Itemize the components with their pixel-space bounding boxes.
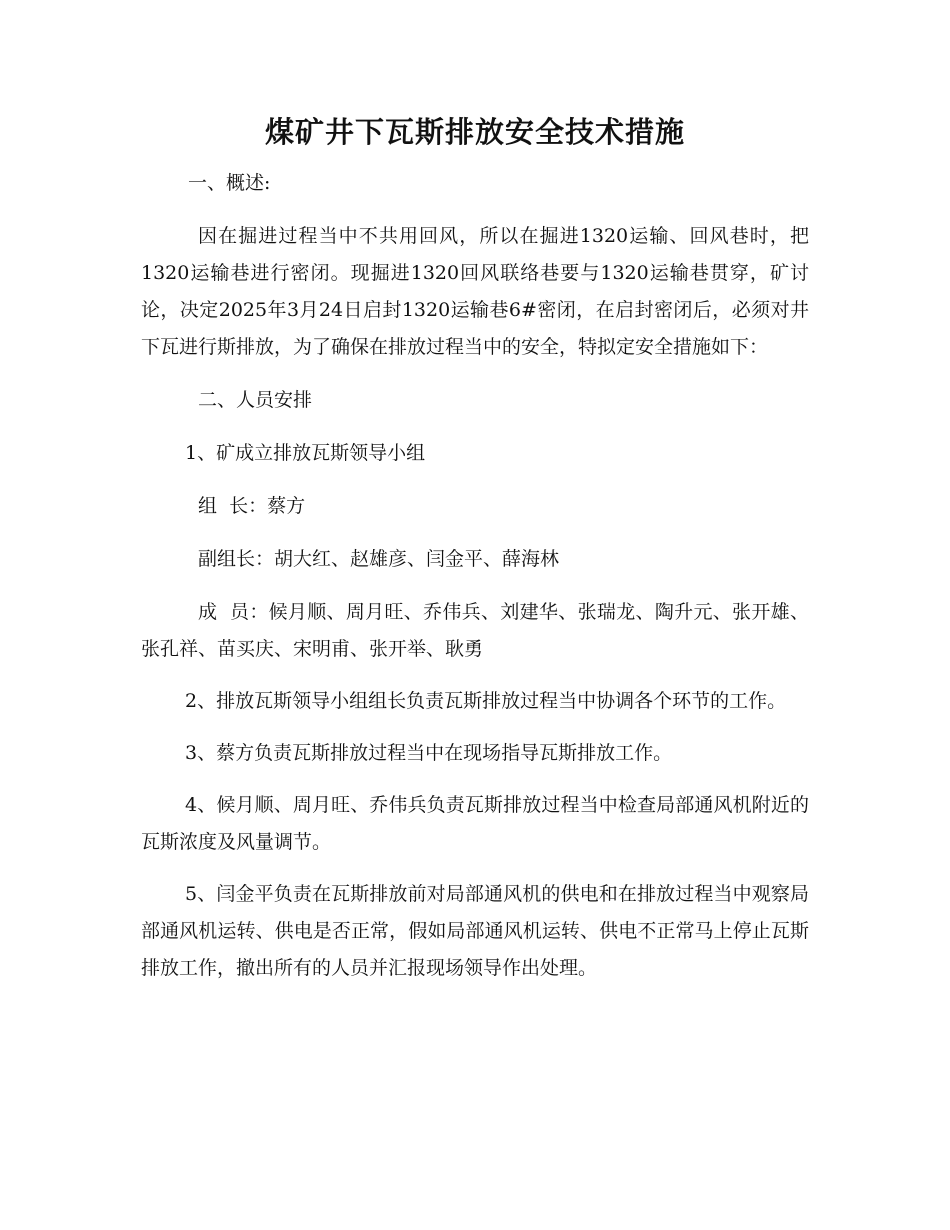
paragraph-overview: 因在掘进过程当中不共用回风，所以在掘进1320运输、回风巷时，把1320运输巷进行密闭。现掘进1320回风联络巷要与1320运输巷贯穿，矿讨论，决定2025年3月24日启封1320运输巷6#密闭，在启封密闭后，必须对井下瓦进行斯排放，为了确保在排放过程当中的安全，特拟定安全措施如下： [141,225,809,358]
list-item-4: 4、候月顺、周月旺、乔伟兵负责瓦斯排放过程当中检查局部通风机附近的瓦斯浓度及风量调节。 [141,794,809,853]
members-line: 成 员：候月顺、周月旺、乔伟兵、刘建华、张瑞龙、陶升元、张开雄、张孔祥、苗买庆、宋明甫、张开举、耿勇 [141,601,809,660]
leader-line: 组 长：蔡方 [198,495,306,517]
document-body [141,165,809,987]
document-title: 煤矿井下瓦斯排放安全技术措施 [264,115,685,149]
list-item-5: 5、闫金平负责在瓦斯排放前对局部通风机的供电和在排放过程当中观察局部通风机运转、供电是否正常，假如局部通风机运转、供电不正常马上停止瓦斯排放工作，撤出所有的人员并汇报现场领导作出处理。 [141,883,809,979]
section-heading-personnel: 二、人员安排 [198,389,313,411]
list-item-1: 1、矿成立排放瓦斯领导小组 [185,442,426,464]
deputy-leaders-line: 副组长：胡大红、赵雄彦、闫金平、薛海林 [198,548,560,570]
list-item-2: 2、排放瓦斯领导小组组长负责瓦斯排放过程当中协调各个环节的工作。 [185,690,787,712]
list-item-3: 3、蔡方负责瓦斯排放过程当中在现场指导瓦斯排放工作。 [185,742,673,764]
section-heading-overview: 一、概述: [188,172,271,194]
